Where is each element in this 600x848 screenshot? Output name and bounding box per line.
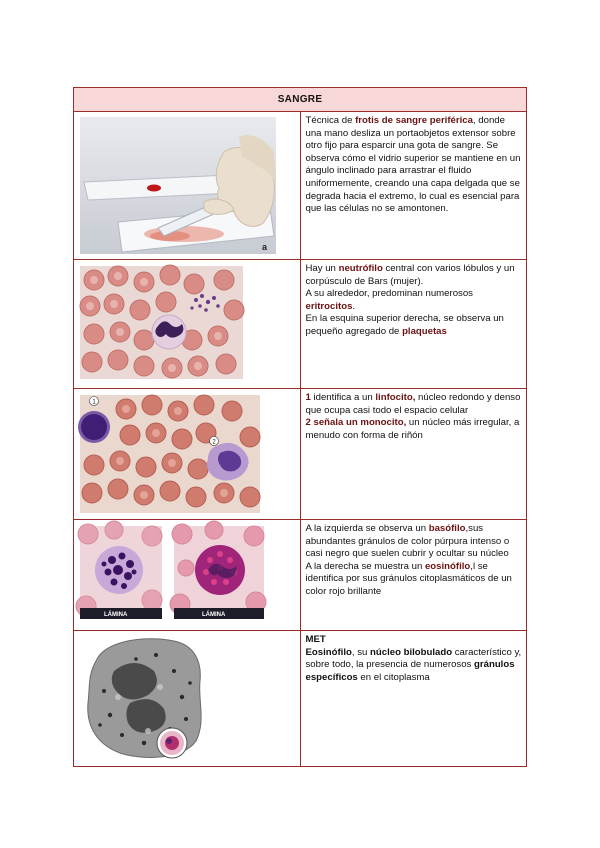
lymphocyte-monocyte-micrograph bbox=[74, 389, 300, 519]
image-cell bbox=[74, 112, 301, 260]
frotis-photo bbox=[74, 112, 300, 259]
image-cell bbox=[74, 389, 301, 520]
text-segment: En la esquina superior derecha, se observa un pequeño agregado de bbox=[305, 313, 504, 337]
bold-term: 2 señala un monocito, bbox=[305, 417, 407, 429]
description-text bbox=[306, 634, 523, 684]
basophil-eosinophil-micrographs bbox=[74, 520, 300, 630]
description-text bbox=[306, 115, 523, 216]
image-cell bbox=[74, 631, 301, 767]
plate-label-right: LÁMINA bbox=[202, 612, 226, 618]
text-segment: central con varios lóbulos y un corpúsculo de Bars (mujer). bbox=[305, 263, 515, 287]
bold-term: neutrófilo bbox=[338, 263, 383, 274]
table-header-row bbox=[74, 88, 527, 112]
bold-term: Eosinófilo bbox=[305, 646, 352, 658]
text-segment: A la izquierda se observa un bbox=[305, 523, 429, 534]
bold-term: 1 bbox=[305, 392, 311, 403]
text-segment: un núcleo más irregular, a menudo con forma de riñón bbox=[305, 417, 520, 441]
marker-2: 2 bbox=[212, 439, 216, 446]
marker-1: 1 bbox=[92, 399, 96, 406]
table-row bbox=[74, 260, 527, 389]
bold-term: plaquetas bbox=[402, 325, 447, 337]
eosinophil-electron-micrograph bbox=[74, 631, 300, 766]
bold-term: basófilo bbox=[428, 523, 466, 534]
image-cell bbox=[74, 260, 301, 389]
neutrophil-micrograph bbox=[74, 260, 300, 388]
plate-label-left: LÁMINA bbox=[104, 612, 128, 618]
text-segment: ,l se identifica por sus gránulos citoplasmáticos de un color rojo brillante bbox=[305, 560, 512, 597]
text-segment: ,sus abundantes gránulos de color púrpura intenso o casi negro que suelen cubrir y ocultar su núcleo bbox=[305, 523, 510, 560]
table-title: SANGRE bbox=[74, 88, 527, 112]
bold-term: frotis de sangre periférica bbox=[355, 115, 473, 126]
text-segment: . bbox=[352, 300, 356, 312]
description-cell bbox=[300, 520, 527, 631]
text-segment: Técnica de bbox=[305, 115, 356, 126]
bold-term: linfocito, bbox=[375, 392, 416, 403]
description-cell bbox=[300, 631, 527, 767]
description-text bbox=[306, 263, 523, 339]
image-label: a bbox=[262, 242, 268, 252]
table-row bbox=[74, 112, 527, 260]
table-row bbox=[74, 389, 527, 520]
text-segment: característico y, sobre todo, la presencia de numerosos bbox=[305, 646, 522, 671]
description-cell bbox=[300, 389, 527, 520]
text-segment: , su bbox=[351, 646, 371, 658]
bold-term: eritrocitos bbox=[305, 300, 353, 312]
text-segment: núcleo redondo y denso que ocupa casi todo el espacio celular bbox=[305, 392, 521, 416]
text-segment: Hay un bbox=[305, 263, 339, 274]
text-segment: en el citoplasma bbox=[357, 671, 430, 683]
table-row bbox=[74, 631, 527, 767]
bold-term: gránulos específicos bbox=[305, 659, 515, 683]
text-segment: , donde una mano desliza un portaobjetos extensor sobre otro fijo para esparcir una gota de sangre. Se observa cómo el vidrio superior se mantiene en un ángulo inclinado para arrastrar el fluido uniformemente, creando una capa delgada que se degrada hacia el extremo, lo cual es esencial para que las células no se amontonen. bbox=[305, 115, 521, 215]
text-segment: identifica a un bbox=[310, 392, 376, 403]
description-text bbox=[306, 523, 523, 599]
text-segment: A su alrededor, predominan numerosos bbox=[305, 288, 473, 300]
table-row bbox=[74, 520, 527, 631]
description-text bbox=[306, 392, 523, 442]
description-cell bbox=[300, 260, 527, 389]
image-cell bbox=[74, 520, 301, 631]
text-segment: A la derecha se muestra un bbox=[305, 560, 425, 572]
bold-term: MET bbox=[305, 634, 326, 645]
bold-term: núcleo bilobulado bbox=[370, 646, 453, 658]
bold-term: eosinófilo bbox=[424, 560, 471, 572]
description-cell bbox=[300, 112, 527, 260]
sangre-table bbox=[73, 87, 527, 767]
